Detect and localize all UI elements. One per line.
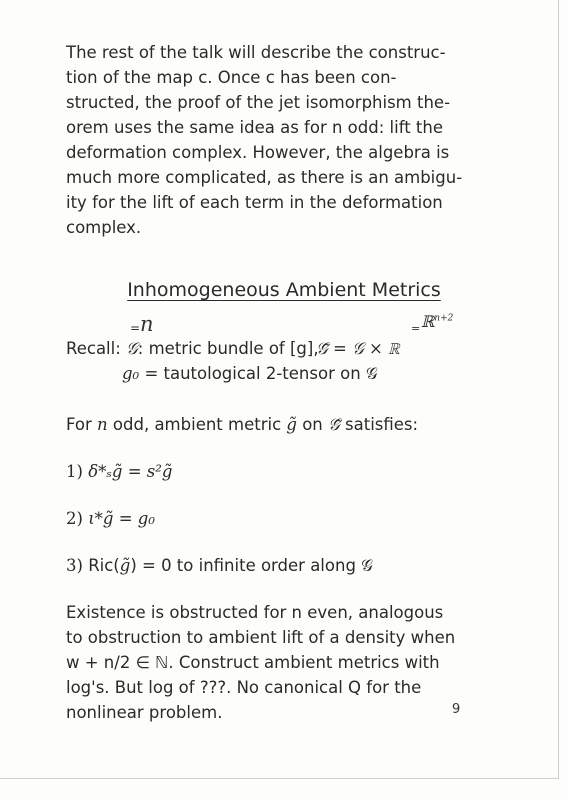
intro-line: ity for the lift of each term in the deformation xyxy=(66,193,443,212)
intro-line: The rest of the talk will describe the construc- xyxy=(66,43,446,62)
bundle-description: : metric bundle of [g], xyxy=(137,339,319,358)
existence-line: to obstruction to ambient lift of a density when xyxy=(66,628,456,647)
existence-line: log's. But log of ???. No canonical Q for the xyxy=(66,678,422,697)
odd-text-on: on xyxy=(296,415,329,434)
condition-expression: δ*ₛg̃ = s²g̃ xyxy=(88,462,173,481)
g-tilde-symbol: g̃ xyxy=(286,415,297,434)
handwritten-r-annotation xyxy=(421,314,453,330)
annotation-r-exponent: n+2 xyxy=(434,313,454,324)
recall-gtilde-definition xyxy=(316,336,400,361)
intro-line: orem uses the same idea as for n odd: lift the xyxy=(66,118,444,137)
odd-text-mid: odd, ambient metric xyxy=(107,415,287,434)
condition-ric: Ric( xyxy=(88,556,120,575)
intro-line: deformation complex. However, the algebra is xyxy=(66,143,450,162)
condition-2 xyxy=(66,506,502,531)
g-bundle-symbol: 𝒢 xyxy=(126,339,138,358)
condition-number: 1) xyxy=(66,462,83,481)
condition-gtilde: g̃ xyxy=(119,556,131,575)
page-number: 9 xyxy=(452,702,461,717)
section-title: Inhomogeneous Ambient Metrics xyxy=(127,279,441,301)
intro-line: complex. xyxy=(66,218,142,237)
gtilde-equation: 𝒢̃ = 𝒢 × ℝ xyxy=(316,339,400,358)
section-heading xyxy=(66,278,502,302)
odd-text-post: satisfies: xyxy=(339,415,419,434)
recall-line-1 xyxy=(66,336,319,361)
intro-paragraph xyxy=(66,40,502,240)
odd-text-pre: For xyxy=(66,415,98,434)
G-tilde-symbol: 𝒢̃ xyxy=(328,415,340,434)
handwritten-n-annotation: = n xyxy=(140,314,154,335)
intro-line: much more complicated, as there is an ambigu- xyxy=(66,168,463,187)
recall-label: Recall: xyxy=(66,339,121,358)
condition-rest: ) = 0 to infinite order along 𝒢 xyxy=(130,556,373,575)
condition-1 xyxy=(66,459,502,484)
existence-paragraph xyxy=(66,600,502,725)
annotation-r-base: ℝ xyxy=(421,312,435,331)
condition-expression: ι*g̃ = g₀ xyxy=(88,509,155,528)
odd-case-paragraph xyxy=(66,412,502,437)
g0-symbol: g₀ xyxy=(122,364,140,383)
g0-definition: = tautological 2-tensor on 𝒢 xyxy=(144,364,378,383)
existence-line: Existence is obstructed for n even, analogous xyxy=(66,603,444,622)
existence-line: w + n/2 ∈ ℕ. Construct ambient metrics with xyxy=(66,653,440,672)
condition-number: 3) xyxy=(66,556,83,575)
intro-line: tion of the map c. Once c has been con- xyxy=(66,68,397,87)
n-symbol: n xyxy=(97,415,108,434)
existence-line: nonlinear problem. xyxy=(66,703,223,722)
recall-block xyxy=(66,312,502,388)
condition-number: 2) xyxy=(66,509,83,528)
intro-line: structed, the proof of the jet isomorphism the- xyxy=(66,93,451,112)
recall-line-2 xyxy=(122,361,378,386)
condition-3 xyxy=(66,553,502,578)
slide-content xyxy=(66,40,502,725)
